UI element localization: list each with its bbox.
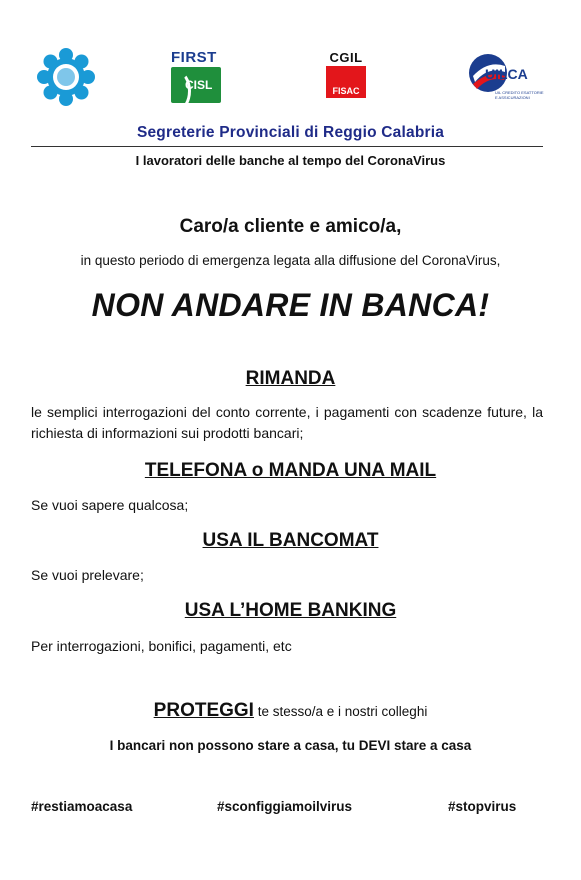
section-heading-telefona: TELEFONA o MANDA UNA MAIL (144, 460, 437, 481)
protect-keyword: PROTEGGI (153, 700, 254, 721)
section-text-home-banking: Per interrogazioni, bonifici, pagamenti, etc (31, 638, 292, 654)
fisac-label: FISAC (332, 86, 360, 96)
flower-emblem-icon (36, 47, 96, 107)
uilca-logo (465, 48, 545, 108)
section-heading-home-banking: USA L’HOME BANKING (184, 600, 397, 621)
cgil-wordmark: CGIL (329, 50, 363, 65)
hashtag-sconfiggiamoilvirus: #sconfiggiamoilvirus (217, 799, 353, 814)
cisl-badge (171, 67, 221, 103)
section-text-bancomat: Se vuoi prelevare; (31, 567, 144, 583)
first-cisl-logo (167, 49, 227, 107)
section-heading-rimanda: RIMANDA (245, 368, 336, 389)
greeting: Caro/a cliente e amico/a, (179, 216, 402, 237)
section-text-rimanda: le semplici interrogazioni del conto corrente, i pagamenti con scadenze future, la richiesta di informazioni sui prodotti bancari; (31, 404, 543, 441)
section-heading-bancomat: USA IL BANCOMAT (202, 530, 379, 551)
hashtag-stopvirus: #stopvirus (448, 799, 517, 814)
closing-line: I bancari non possono stare a casa, tu DEVI stare a casa (109, 738, 472, 753)
protect-line (0, 700, 581, 722)
cgil-red-block (326, 66, 366, 98)
section-text-telefona: Se vuoi sapere qualcosa; (31, 497, 189, 513)
cgil-fisac-logo (323, 50, 375, 102)
header-divider (31, 146, 543, 147)
uilca-wordmark: UILCA (485, 66, 528, 82)
header-subtitle: I lavoratori delle banche al tempo del CoronaVirus (135, 153, 446, 168)
header-title: Segreterie Provinciali di Reggio Calabria (136, 124, 445, 141)
intro-text: in questo periodo di emergenza legata alla diffusione del CoronaVirus, (80, 253, 501, 268)
uilca-caption-2: E ASSICURAZIONI (495, 95, 530, 100)
protect-rest: te stesso/a e i nostri colleghi (257, 704, 428, 719)
uilca-caption-1: UIL CREDITO ESATTORIE (495, 90, 544, 95)
cisl-label: CISL (185, 78, 213, 92)
first-wordmark: FIRST (171, 49, 217, 66)
union-flower-logo (36, 47, 96, 107)
headline: NON ANDARE IN BANCA! (91, 287, 490, 323)
hashtag-restiamoacasa: #restiamoacasa (31, 799, 133, 814)
